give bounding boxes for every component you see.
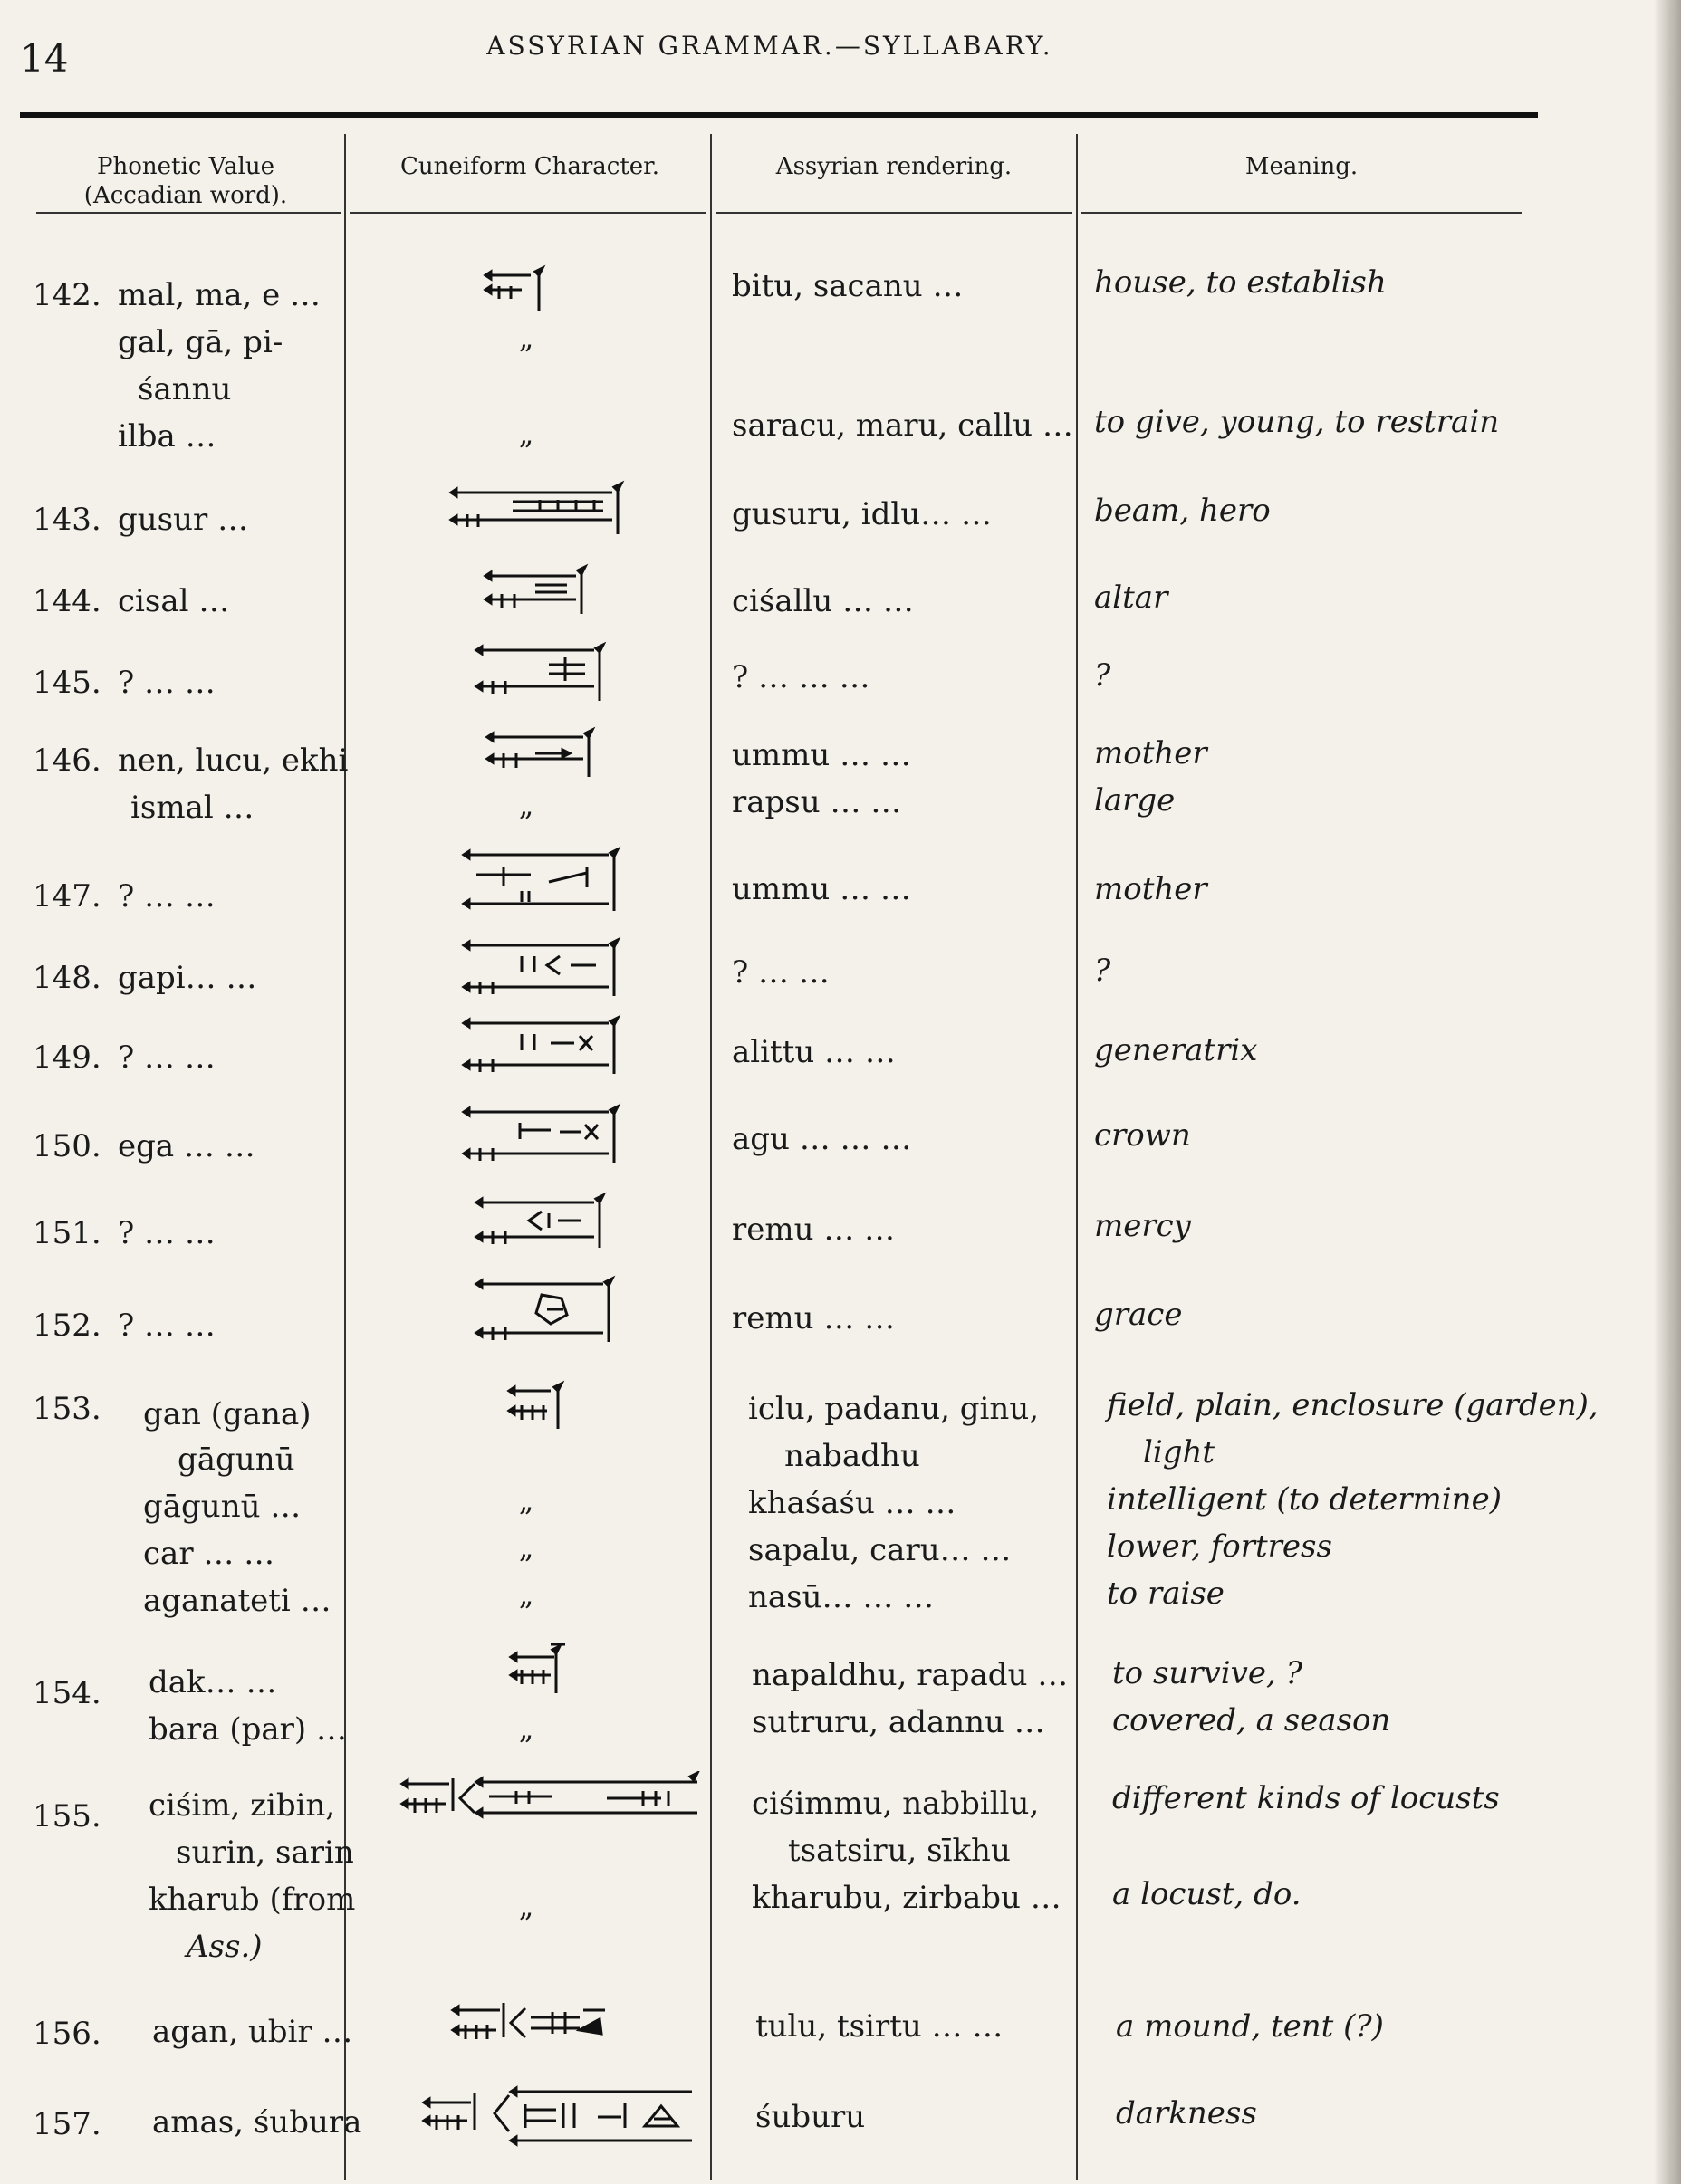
assyrian-rendering: ciśimmu, nabbillu,	[752, 1786, 1040, 1822]
cuneiform-sign-icon	[350, 1275, 703, 1346]
entry-number: 154.	[33, 1675, 101, 1711]
ditto-mark: „	[518, 417, 534, 451]
meaning: a mound, tent (?)	[1116, 2008, 1384, 2045]
phonetic-value: surin, sarin	[176, 1834, 354, 1871]
assyrian-rendering: ummu … …	[732, 871, 911, 907]
assyrian-rendering: remu … …	[732, 1212, 896, 1248]
header-rule	[36, 212, 341, 214]
entry-number: 144.	[33, 583, 101, 619]
assyrian-rendering: iclu, padanu, ginu,	[748, 1391, 1040, 1427]
column-divider	[710, 134, 712, 2180]
entry-number: 146.	[33, 742, 101, 779]
meaning: ?	[1094, 953, 1111, 989]
ditto-mark: „	[518, 1889, 534, 1923]
phonetic-value: aganateti …	[143, 1583, 331, 1619]
column-divider	[1076, 134, 1078, 2180]
cuneiform-sign-icon	[350, 1103, 703, 1173]
phonetic-value: gusur …	[118, 502, 249, 538]
assyrian-rendering: tsatsiru, sīkhu	[788, 1833, 1011, 1869]
ditto-mark: „	[518, 1530, 534, 1565]
phonetic-value: gāgunū	[178, 1442, 295, 1478]
top-rule	[20, 112, 1538, 118]
phonetic-value: gan (gana)	[143, 1396, 312, 1432]
header-rule	[350, 212, 706, 214]
cuneiform-sign-icon	[350, 259, 703, 330]
meaning: light	[1143, 1434, 1215, 1470]
assyrian-rendering: napaldhu, rapadu …	[752, 1657, 1069, 1693]
entry-number: 155.	[33, 1798, 101, 1834]
assyrian-rendering: sutruru, adannu …	[752, 1704, 1045, 1740]
header-rule	[716, 212, 1072, 214]
meaning: altar	[1094, 580, 1168, 616]
phonetic-value: gapi… …	[118, 960, 257, 996]
header-assyrian: Assyrian rendering.	[775, 153, 1013, 180]
meaning: beam, hero	[1094, 493, 1271, 529]
phonetic-value: ? … …	[118, 1215, 216, 1251]
header-cuneiform: Cuneiform Character.	[399, 153, 659, 180]
phonetic-value: gal, gā, pi-	[118, 324, 283, 360]
meaning: mother	[1094, 735, 1207, 771]
cuneiform-sign-icon	[350, 1014, 703, 1085]
assyrian-rendering: tulu, tsirtu … …	[755, 2008, 1004, 2045]
meaning: darkness	[1116, 2095, 1257, 2131]
page-number: 14	[20, 36, 69, 81]
phonetic-value: mal, ma, e …	[118, 277, 322, 313]
entry-number: 157.	[33, 2106, 101, 2142]
entry-number: 151.	[33, 1215, 101, 1251]
cuneiform-sign-icon	[350, 846, 703, 916]
entry-number: 145.	[33, 665, 101, 701]
meaning: covered, a season	[1112, 1702, 1391, 1739]
entry-number: 143.	[33, 502, 101, 538]
assyrian-rendering: agu … … …	[732, 1121, 912, 1157]
meaning: to raise	[1107, 1576, 1225, 1612]
phonetic-value: ciśim, zibin,	[149, 1787, 336, 1824]
assyrian-rendering: saracu, maru, callu …	[732, 407, 1073, 444]
phonetic-value: kharub (from	[149, 1882, 356, 1918]
cuneiform-sign-icon	[444, 1994, 679, 2064]
phonetic-value: ega … …	[118, 1128, 255, 1164]
assyrian-rendering: ciśallu … …	[732, 583, 914, 619]
assyrian-rendering: gusuru, idlu… …	[732, 496, 992, 532]
entry-number: 152.	[33, 1308, 101, 1344]
ditto-mark: „	[518, 1483, 534, 1518]
cuneiform-sign-icon	[420, 2083, 710, 2153]
header-meaning: Meaning.	[1244, 153, 1359, 180]
entry-number: 150.	[33, 1128, 101, 1164]
meaning: mother	[1094, 871, 1207, 907]
ditto-mark: „	[518, 788, 534, 822]
meaning: generatrix	[1094, 1032, 1258, 1068]
meaning: field, plain, enclosure (garden),	[1107, 1387, 1599, 1423]
meaning: different kinds of locusts	[1112, 1780, 1500, 1816]
phonetic-value: Ass.)	[187, 1929, 263, 1965]
phonetic-value: ? … …	[118, 878, 216, 915]
phonetic-value: cisal …	[118, 583, 230, 619]
entry-number: 147.	[33, 878, 101, 915]
meaning: ?	[1094, 657, 1111, 694]
phonetic-value: ilba …	[118, 418, 216, 455]
meaning: intelligent (to determine)	[1107, 1481, 1502, 1518]
entry-number: 153.	[33, 1391, 101, 1427]
meaning: mercy	[1094, 1208, 1191, 1244]
meaning: a locust, do.	[1112, 1876, 1302, 1912]
assyrian-rendering: rapsu … …	[732, 784, 902, 820]
cuneiform-sign-icon	[350, 641, 703, 712]
assyrian-rendering: sapalu, caru… …	[748, 1532, 1012, 1568]
assyrian-rendering: remu … …	[732, 1300, 896, 1336]
phonetic-value: amas, śubura	[152, 2104, 362, 2141]
phonetic-value: gāgunū …	[143, 1489, 302, 1525]
entry-number: 156.	[33, 2016, 101, 2052]
phonetic-value: ? … …	[118, 1039, 216, 1076]
header-rule	[1081, 212, 1522, 214]
phonetic-value: ismal …	[130, 790, 255, 826]
phonetic-value: dak… …	[149, 1664, 277, 1700]
assyrian-rendering: nasū… … …	[748, 1579, 935, 1615]
assyrian-rendering: ummu … …	[732, 737, 911, 773]
phonetic-value: śannu	[138, 371, 232, 407]
meaning: to survive, ?	[1112, 1655, 1302, 1691]
assyrian-rendering: ? … …	[732, 954, 830, 991]
entry-number: 148.	[33, 960, 101, 996]
meaning: house, to establish	[1094, 264, 1387, 301]
meaning: grace	[1094, 1297, 1183, 1333]
header-phonetic: Phonetic Value (Accadian word).	[83, 153, 288, 209]
cuneiform-sign-icon	[350, 1641, 703, 1711]
ditto-mark: „	[518, 1711, 534, 1746]
cuneiform-sign-icon	[350, 1378, 703, 1449]
running-head: ASSYRIAN GRAMMAR.—SYLLABARY.	[486, 31, 1053, 61]
meaning: lower, fortress	[1107, 1528, 1332, 1565]
ditto-mark: „	[518, 1577, 534, 1612]
page-edge-shadow	[1654, 0, 1681, 2184]
meaning: crown	[1094, 1117, 1191, 1154]
assyrian-rendering: nabadhu	[784, 1438, 920, 1474]
meaning: large	[1094, 782, 1176, 819]
entry-number: 142.	[33, 277, 101, 313]
assyrian-rendering: śuburu	[755, 2099, 866, 2135]
assyrian-rendering: bitu, sacanu …	[732, 268, 964, 304]
cuneiform-sign-icon	[350, 936, 703, 1007]
phonetic-value: ? … …	[118, 1308, 216, 1344]
entry-number: 149.	[33, 1039, 101, 1076]
meaning: to give, young, to restrain	[1094, 404, 1500, 440]
assyrian-rendering: ? … … …	[732, 659, 870, 695]
cuneiform-sign-icon	[350, 478, 703, 549]
cuneiform-sign-icon	[350, 726, 703, 797]
phonetic-value: bara (par) …	[149, 1711, 347, 1748]
phonetic-value: car … …	[143, 1536, 275, 1572]
ditto-mark: „	[518, 321, 534, 355]
cuneiform-sign-icon	[399, 1771, 716, 1842]
phonetic-value: agan, ubir …	[152, 2014, 353, 2050]
cuneiform-sign-icon	[350, 1192, 703, 1262]
phonetic-value: nen, lucu, ekhi	[118, 742, 349, 779]
phonetic-value: ? … …	[118, 665, 216, 701]
assyrian-rendering: khaśaśu … …	[748, 1485, 956, 1521]
assyrian-rendering: kharubu, zirbabu …	[752, 1880, 1061, 1916]
cuneiform-sign-icon	[350, 560, 703, 630]
assyrian-rendering: alittu … …	[732, 1034, 896, 1070]
